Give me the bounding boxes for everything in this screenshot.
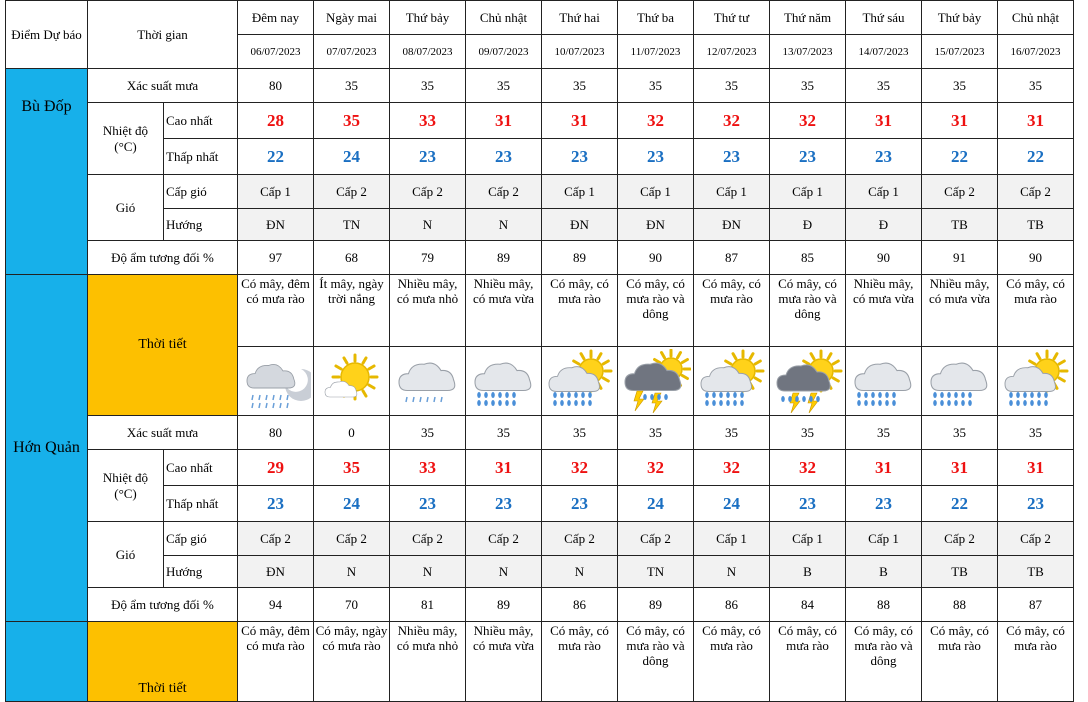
sun-cloud-rain-icon	[545, 349, 615, 413]
temp-low-value: 23	[846, 486, 922, 522]
weather-description: Có mây, có mưa rào	[922, 622, 998, 702]
temp-high-value: 31	[846, 103, 922, 139]
date-header: 09/07/2023	[466, 35, 542, 69]
date-header: 08/07/2023	[390, 35, 466, 69]
temp-low-value: 22	[238, 139, 314, 175]
wind-level-value: Cấp 2	[314, 522, 390, 556]
temp-low-value: 24	[314, 486, 390, 522]
temp-high-value: 31	[466, 103, 542, 139]
weather-description: Nhiều mây, có mưa vừa	[466, 275, 542, 347]
humidity-value: 87	[998, 588, 1074, 622]
day-header: Thứ sáu	[846, 1, 922, 35]
humidity-value: 97	[238, 241, 314, 275]
humidity-value: 94	[238, 588, 314, 622]
temp-high-value: 33	[390, 103, 466, 139]
temp-low-value: 23	[618, 139, 694, 175]
wind-dir-value: N	[390, 556, 466, 588]
weather-description: Có mây, có mưa rào và dông	[770, 275, 846, 347]
wind-dir-value: Đ	[846, 209, 922, 241]
temp-low-value: 24	[618, 486, 694, 522]
temp-low-value: 23	[390, 139, 466, 175]
temp-low-value: 22	[922, 486, 998, 522]
temp-high-value: 32	[694, 103, 770, 139]
humidity-value: 90	[846, 241, 922, 275]
temp-low-value: 22	[922, 139, 998, 175]
humidity-value: 89	[466, 588, 542, 622]
humidity-value: 90	[998, 241, 1074, 275]
wind-dir-value: N	[694, 556, 770, 588]
weather-label: Thời tiết	[88, 622, 238, 702]
label-line: (°C)	[114, 485, 137, 501]
date-header: 14/07/2023	[846, 35, 922, 69]
day-header: Thứ bảy	[390, 1, 466, 35]
temp-low-value: 23	[846, 139, 922, 175]
temp-high-value: 32	[770, 450, 846, 486]
day-header: Thứ năm	[770, 1, 846, 35]
rain-prob-value: 0	[314, 416, 390, 450]
rain-prob-value: 35	[922, 416, 998, 450]
humidity-value: 81	[390, 588, 466, 622]
wind-dir-value: ĐN	[542, 209, 618, 241]
wind-level-value: Cấp 2	[390, 522, 466, 556]
cloud-drizzle-icon	[393, 349, 463, 413]
wind-dir-value: N	[542, 556, 618, 588]
rain-prob-value: 35	[466, 69, 542, 103]
temp-high-value: 31	[922, 103, 998, 139]
wind-dir-label: Hướng	[164, 556, 238, 588]
temp-low-value: 23	[390, 486, 466, 522]
weather-description: Có mây, có mưa rào và dông	[846, 622, 922, 702]
temp-low-value: 23	[466, 139, 542, 175]
wind-level-value: Cấp 2	[922, 175, 998, 209]
wind-dir-value: ĐN	[238, 209, 314, 241]
wind-level-label: Cấp gió	[164, 522, 238, 556]
temp-low-value: 23	[998, 486, 1074, 522]
temp-low-label: Thấp nhất	[164, 486, 238, 522]
wind-dir-value: TB	[998, 556, 1074, 588]
weather-description: Có mây, có mưa rào	[542, 275, 618, 347]
temp-high-value: 31	[542, 103, 618, 139]
wind-level-value: Cấp 1	[846, 522, 922, 556]
temp-high-value: 28	[238, 103, 314, 139]
cloud-rain-icon	[925, 349, 995, 413]
temp-low-value: 23	[466, 486, 542, 522]
date-header: 07/07/2023	[314, 35, 390, 69]
wind-level-value: Cấp 1	[770, 522, 846, 556]
temp-low-value: 23	[238, 486, 314, 522]
temperature-label	[88, 450, 164, 522]
wind-level-value: Cấp 1	[542, 175, 618, 209]
wind-dir-value: N	[314, 556, 390, 588]
rain-prob-value: 35	[542, 69, 618, 103]
humidity-value: 87	[694, 241, 770, 275]
weather-label: Thời tiết	[88, 275, 238, 416]
wind-dir-label: Hướng	[164, 209, 238, 241]
wind-dir-value: N	[466, 556, 542, 588]
rain-prob-value: 35	[770, 416, 846, 450]
wind-label: Gió	[88, 522, 164, 588]
rain-prob-value: 35	[770, 69, 846, 103]
humidity-value: 86	[542, 588, 618, 622]
wind-level-value: Cấp 2	[466, 175, 542, 209]
time-column-header: Thời gian	[88, 1, 238, 69]
weather-description: Ít mây, ngày trời nắng	[314, 275, 390, 347]
wind-level-value: Cấp 2	[922, 522, 998, 556]
temp-high-value: 32	[694, 450, 770, 486]
humidity-value: 91	[922, 241, 998, 275]
temp-high-label: Cao nhất	[164, 103, 238, 139]
humidity-value: 85	[770, 241, 846, 275]
day-header: Chủ nhật	[998, 1, 1074, 35]
date-header: 13/07/2023	[770, 35, 846, 69]
weather-description: Có mây, ngày có mưa rào	[314, 622, 390, 702]
wind-dir-value: Đ	[770, 209, 846, 241]
night-rain-icon	[241, 349, 311, 413]
humidity-value: 86	[694, 588, 770, 622]
temp-low-value: 24	[694, 486, 770, 522]
station-name: Hớn Quản	[6, 275, 88, 622]
storm-icon	[621, 349, 691, 413]
wind-level-value: Cấp 1	[618, 175, 694, 209]
weather-description: Có mây, có mưa rào và dông	[618, 275, 694, 347]
temp-low-value: 23	[694, 139, 770, 175]
rain-prob-value: 35	[390, 69, 466, 103]
date-header: 16/07/2023	[998, 35, 1074, 69]
weather-icon-cell	[618, 347, 694, 416]
temperature-label	[88, 103, 164, 175]
temp-low-value: 22	[998, 139, 1074, 175]
weather-icon-cell	[314, 347, 390, 416]
weather-description: Nhiều mây, có mưa nhỏ	[390, 622, 466, 702]
temp-low-value: 23	[542, 139, 618, 175]
weather-description: Nhiều mây, có mưa vừa	[466, 622, 542, 702]
temp-high-value: 31	[922, 450, 998, 486]
rain-prob-value: 35	[314, 69, 390, 103]
weather-description: Nhiều mây, có mưa nhỏ	[390, 275, 466, 347]
sun-cloud-rain-icon	[1001, 349, 1071, 413]
humidity-value: 89	[542, 241, 618, 275]
wind-level-value: Cấp 1	[694, 522, 770, 556]
weather-icon-cell	[846, 347, 922, 416]
wind-level-value: Cấp 2	[542, 522, 618, 556]
wind-level-value: Cấp 1	[694, 175, 770, 209]
rain-prob-value: 80	[238, 69, 314, 103]
station-name: Bù Đốp	[6, 69, 88, 275]
weather-description: Có mây, có mưa rào	[694, 275, 770, 347]
weather-icon-cell	[694, 347, 770, 416]
temp-high-value: 32	[770, 103, 846, 139]
weather-description: Có mây, đêm có mưa rào	[238, 622, 314, 702]
label-line: Nhiệt độ	[102, 122, 149, 138]
day-header: Chủ nhật	[466, 1, 542, 35]
date-header: 12/07/2023	[694, 35, 770, 69]
wind-level-value: Cấp 1	[846, 175, 922, 209]
label-line: Nhiệt độ	[102, 469, 149, 485]
rain-prob-value: 35	[618, 416, 694, 450]
humidity-value: 88	[922, 588, 998, 622]
weather-description: Có mây, có mưa rào	[998, 275, 1074, 347]
humidity-label: Độ ẩm tương đối %	[88, 241, 238, 275]
wind-dir-value: TN	[314, 209, 390, 241]
temp-high-value: 35	[314, 103, 390, 139]
humidity-value: 89	[618, 588, 694, 622]
wind-level-value: Cấp 2	[390, 175, 466, 209]
weather-description: Có mây, có mưa rào	[542, 622, 618, 702]
sun-cloud-icon	[317, 349, 387, 413]
date-header: 15/07/2023	[922, 35, 998, 69]
wind-dir-value: TB	[922, 556, 998, 588]
wind-level-value: Cấp 1	[770, 175, 846, 209]
temp-high-value: 35	[314, 450, 390, 486]
station-name	[6, 622, 88, 702]
temp-low-value: 24	[314, 139, 390, 175]
weather-icon-cell	[998, 347, 1074, 416]
temp-low-value: 23	[542, 486, 618, 522]
rain-prob-value: 35	[846, 69, 922, 103]
wind-level-value: Cấp 1	[238, 175, 314, 209]
humidity-label: Độ ẩm tương đối %	[88, 588, 238, 622]
rain-prob-value: 80	[238, 416, 314, 450]
rain-prob-value: 35	[618, 69, 694, 103]
temp-high-value: 29	[238, 450, 314, 486]
temp-high-label: Cao nhất	[164, 450, 238, 486]
rain-prob-value: 35	[694, 416, 770, 450]
humidity-value: 89	[466, 241, 542, 275]
day-header: Thứ ba	[618, 1, 694, 35]
rain-prob-value: 35	[466, 416, 542, 450]
day-header: Thứ tư	[694, 1, 770, 35]
humidity-value: 88	[846, 588, 922, 622]
weather-icon-cell	[542, 347, 618, 416]
wind-level-value: Cấp 2	[238, 522, 314, 556]
wind-dir-value: TB	[922, 209, 998, 241]
weather-description: Có mây, có mưa rào và dông	[618, 622, 694, 702]
humidity-value: 70	[314, 588, 390, 622]
wind-level-value: Cấp 2	[314, 175, 390, 209]
wind-label: Gió	[88, 175, 164, 241]
temp-high-value: 32	[542, 450, 618, 486]
temp-low-value: 23	[770, 139, 846, 175]
wind-level-value: Cấp 2	[618, 522, 694, 556]
rain-prob-value: 35	[542, 416, 618, 450]
rain-prob-value: 35	[390, 416, 466, 450]
humidity-value: 90	[618, 241, 694, 275]
wind-dir-value: B	[846, 556, 922, 588]
label-line: (°C)	[114, 138, 137, 154]
weather-description: Nhiều mây, có mưa vừa	[846, 275, 922, 347]
wind-level-value: Cấp 2	[466, 522, 542, 556]
weather-description: Nhiều mây, có mưa vừa	[922, 275, 998, 347]
wind-dir-value: ĐN	[238, 556, 314, 588]
weather-description: Có mây, có mưa rào	[694, 622, 770, 702]
station-column-header: Điểm Dự báo	[6, 1, 88, 69]
temp-low-label: Thấp nhất	[164, 139, 238, 175]
date-header: 06/07/2023	[238, 35, 314, 69]
temp-high-value: 32	[618, 103, 694, 139]
wind-dir-value: TN	[618, 556, 694, 588]
humidity-value: 84	[770, 588, 846, 622]
wind-level-value: Cấp 2	[998, 175, 1074, 209]
temp-high-value: 31	[466, 450, 542, 486]
rain-prob-label: Xác suất mưa	[88, 416, 238, 450]
rain-prob-value: 35	[998, 416, 1074, 450]
day-header: Thứ bảy	[922, 1, 998, 35]
cloud-rain-icon	[469, 349, 539, 413]
rain-prob-value: 35	[694, 69, 770, 103]
cloud-rain-icon	[849, 349, 919, 413]
temp-high-value: 32	[618, 450, 694, 486]
day-header: Ngày mai	[314, 1, 390, 35]
temp-low-value: 23	[770, 486, 846, 522]
weather-description: Có mây, đêm có mưa rào	[238, 275, 314, 347]
weather-description: Có mây, có mưa rào	[998, 622, 1074, 702]
temp-high-value: 31	[998, 450, 1074, 486]
weather-icon-cell	[238, 347, 314, 416]
rain-prob-value: 35	[922, 69, 998, 103]
weather-icon-cell	[922, 347, 998, 416]
weather-description: Có mây, có mưa rào	[770, 622, 846, 702]
sun-cloud-rain-icon	[697, 349, 767, 413]
temp-high-value: 31	[846, 450, 922, 486]
wind-level-label: Cấp gió	[164, 175, 238, 209]
wind-dir-value: TB	[998, 209, 1074, 241]
rain-prob-value: 35	[998, 69, 1074, 103]
weather-icon-cell	[390, 347, 466, 416]
humidity-value: 79	[390, 241, 466, 275]
weather-icon-cell	[466, 347, 542, 416]
temp-high-value: 33	[390, 450, 466, 486]
forecast-table	[5, 0, 1074, 702]
date-header: 10/07/2023	[542, 35, 618, 69]
sun-storm-icon	[773, 349, 843, 413]
wind-level-value: Cấp 2	[998, 522, 1074, 556]
wind-dir-value: B	[770, 556, 846, 588]
humidity-value: 68	[314, 241, 390, 275]
wind-dir-value: ĐN	[618, 209, 694, 241]
wind-dir-value: ĐN	[694, 209, 770, 241]
day-header: Đêm nay	[238, 1, 314, 35]
temp-high-value: 31	[998, 103, 1074, 139]
wind-dir-value: N	[390, 209, 466, 241]
rain-prob-value: 35	[846, 416, 922, 450]
wind-dir-value: N	[466, 209, 542, 241]
weather-icon-cell	[770, 347, 846, 416]
rain-prob-label: Xác suất mưa	[88, 69, 238, 103]
date-header: 11/07/2023	[618, 35, 694, 69]
day-header: Thứ hai	[542, 1, 618, 35]
